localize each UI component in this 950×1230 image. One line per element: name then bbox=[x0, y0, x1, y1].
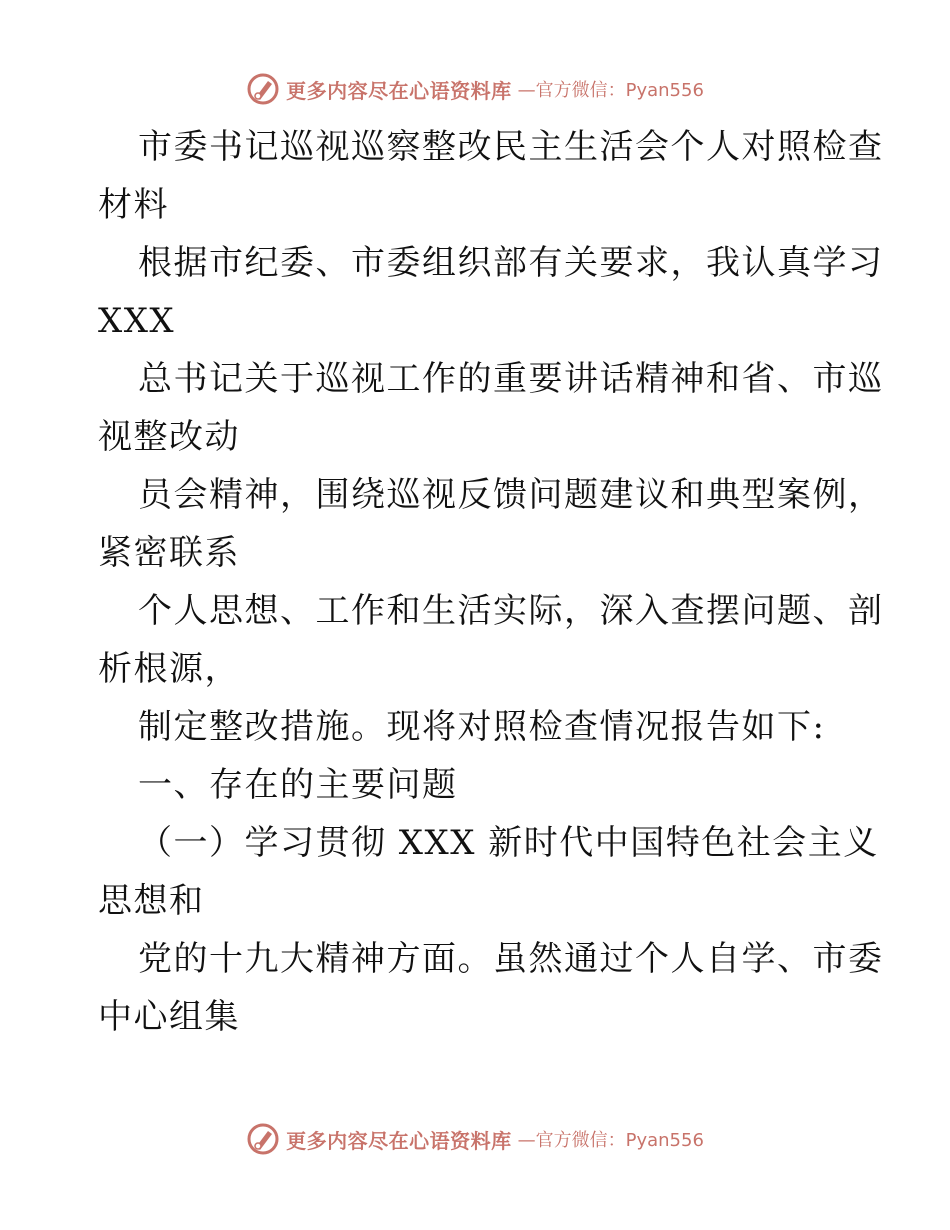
text-line: 视整改动 bbox=[98, 417, 240, 457]
watermark-text: 更多内容尽在心语资料库 bbox=[286, 1128, 512, 1153]
pen-logo-icon bbox=[246, 1122, 280, 1156]
text-line: 紧密联系 bbox=[98, 533, 240, 573]
text-line: 材料 bbox=[98, 185, 169, 225]
pen-logo-icon bbox=[246, 72, 280, 106]
text-line: XXX bbox=[98, 301, 176, 341]
text-line: （一）学习贯彻 XXX 新时代中国特色社会主义 bbox=[138, 823, 879, 863]
text-line: 中心组集 bbox=[98, 997, 240, 1037]
watermark-footer bbox=[0, 1122, 950, 1156]
text-line: 析根源， bbox=[98, 649, 240, 689]
watermark-header bbox=[0, 72, 950, 106]
text-line: 党的十九大精神方面。虽然通过个人自学、市委 bbox=[138, 939, 884, 979]
text-line: 总书记关于巡视工作的重要讲话精神和省、市巡 bbox=[138, 359, 884, 399]
text-line: 根据市纪委、市委组织部有关要求，我认真学习 bbox=[138, 243, 884, 283]
text-line: 个人思想、工作和生活实际，深入查摆问题、剖 bbox=[138, 591, 884, 631]
text-line: 一、存在的主要问题 bbox=[138, 765, 458, 805]
watermark-suffix: —官方微信：Pyan556 bbox=[517, 1130, 704, 1151]
document-body bbox=[98, 118, 884, 1046]
watermark-text: 更多内容尽在心语资料库 bbox=[286, 78, 512, 103]
text-line: 思想和 bbox=[98, 881, 205, 921]
text-line: 市委书记巡视巡察整改民主生活会个人对照检查 bbox=[138, 127, 884, 167]
text-line: 制定整改措施。现将对照检查情况报告如下: bbox=[138, 707, 826, 747]
text-line: 员会精神，围绕巡视反馈问题建议和典型案例， bbox=[138, 475, 884, 515]
watermark-suffix: —官方微信：Pyan556 bbox=[517, 80, 704, 101]
